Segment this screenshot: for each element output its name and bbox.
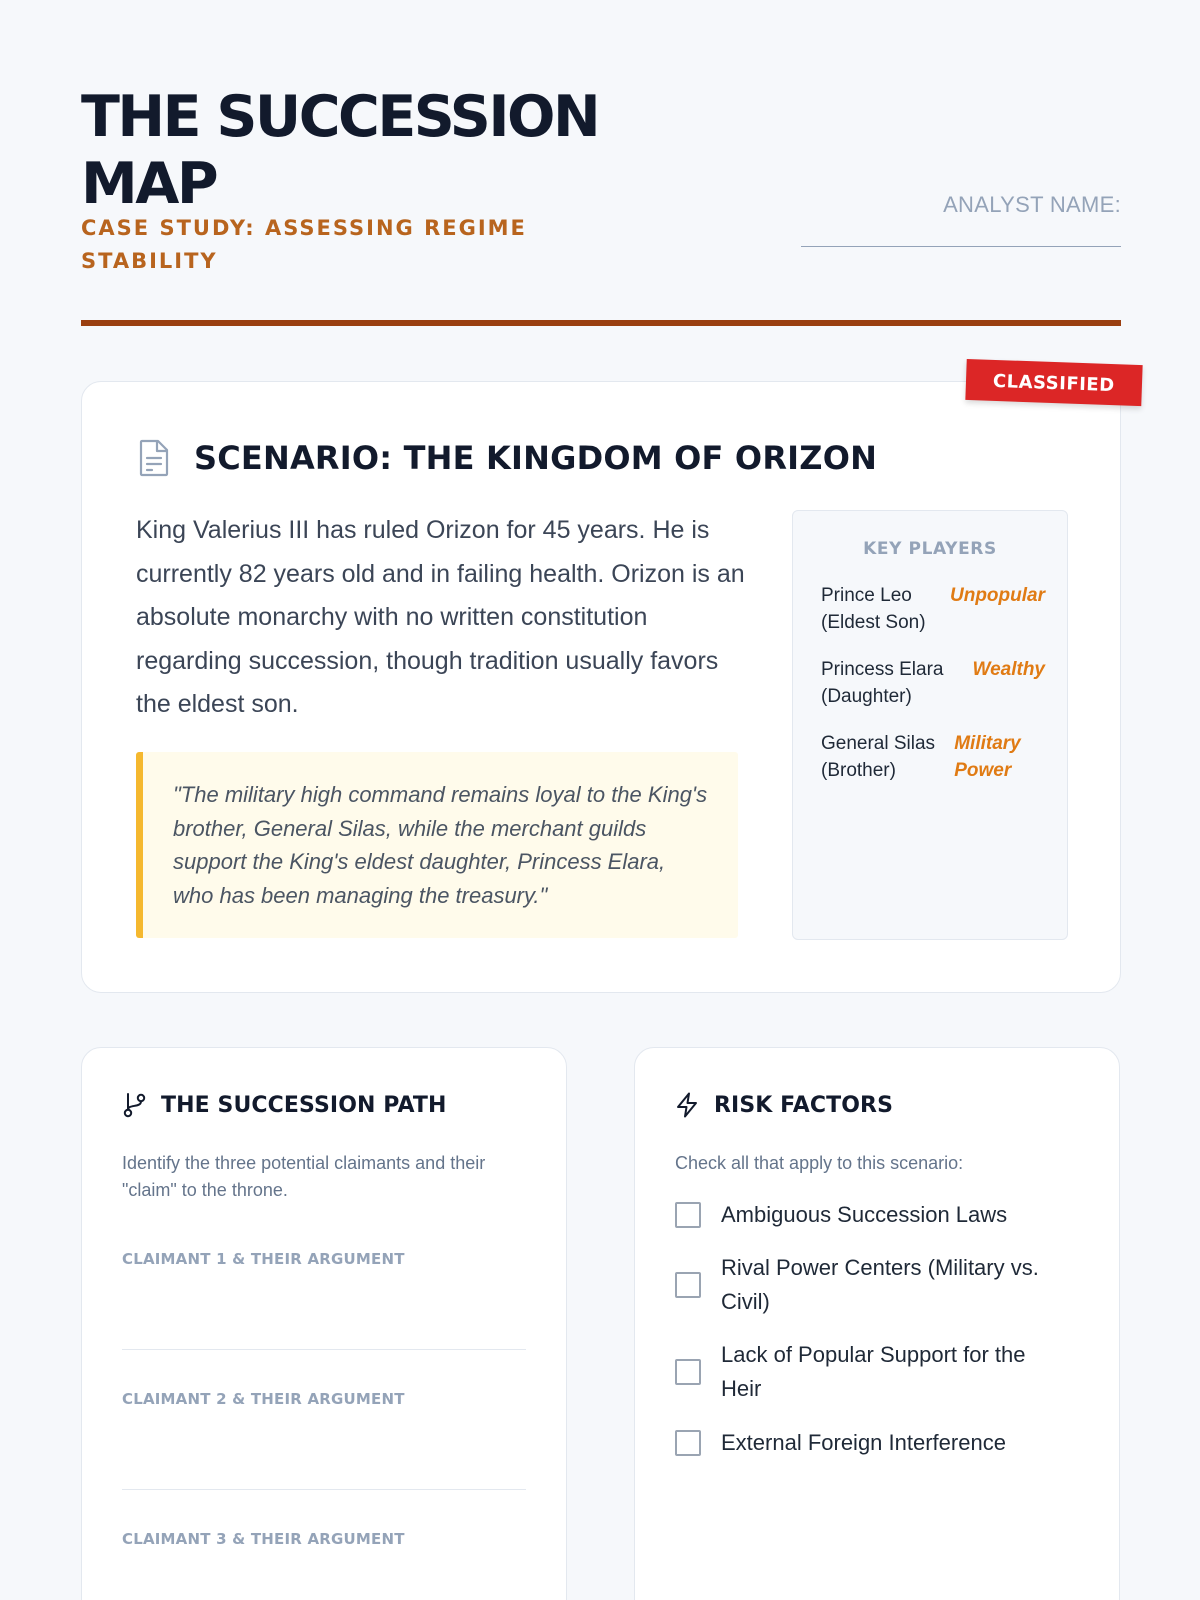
page-title: THE SUCCESSION MAP <box>81 84 599 217</box>
lightning-icon <box>675 1092 699 1118</box>
player-trait: Unpopular <box>950 585 1045 606</box>
player-row <box>821 657 1045 710</box>
risk-option[interactable] <box>675 1251 1075 1318</box>
page-header <box>81 84 1121 329</box>
risk-option[interactable] <box>675 1338 1075 1405</box>
player-trait: Military Power <box>954 733 1021 781</box>
risk-factors-panel <box>634 1047 1120 1600</box>
risk-checkbox[interactable] <box>675 1430 701 1456</box>
claimant-field[interactable] <box>122 1250 526 1350</box>
claimant-field[interactable] <box>122 1390 526 1490</box>
analyst-name-label: ANALYST NAME: <box>943 192 1121 217</box>
risk-factors-header <box>675 1092 893 1118</box>
claimant-label: CLAIMANT 2 & THEIR ARGUMENT <box>122 1390 405 1408</box>
risk-label[interactable]: External Foreign Interference <box>721 1430 1006 1455</box>
risk-factors-description: Check all that apply to this scenario: <box>675 1153 964 1173</box>
scenario-quote: "The military high command remains loyal to the King's brother, General Silas, while the merchant guilds support the King's eldest daughter, Princess Elara, who has been managing the treasury." <box>136 752 738 938</box>
risk-checkbox[interactable] <box>675 1272 701 1298</box>
document-icon <box>138 439 170 477</box>
player-row <box>821 583 1045 636</box>
page-subtitle: CASE STUDY: ASSESSING REGIME STABILITY <box>81 216 527 273</box>
player-name: General Silas (Brother) <box>821 733 936 781</box>
risk-label[interactable]: Ambiguous Succession Laws <box>721 1202 1008 1227</box>
risk-factors-title: RISK FACTORS <box>714 1092 894 1118</box>
scenario-header <box>138 438 877 478</box>
key-players-box <box>792 510 1068 940</box>
risk-option[interactable] <box>675 1198 1075 1232</box>
classified-stamp: CLASSIFIED <box>966 359 1143 406</box>
scenario-title: SCENARIO: THE KINGDOM OF ORIZON <box>194 439 878 477</box>
scenario-card <box>81 370 1121 993</box>
key-players-title: KEY PLAYERS <box>863 539 997 559</box>
player-name: Princess Elara (Daughter) <box>821 659 944 707</box>
analyst-name-line[interactable] <box>801 246 1121 247</box>
player-name: Prince Leo (Eldest Son) <box>821 585 926 633</box>
risk-label[interactable]: Rival Power Centers (Military vs. Civil) <box>721 1255 1039 1314</box>
analyst-name-field[interactable] <box>801 192 1121 247</box>
player-trait: Wealthy <box>972 659 1045 680</box>
succession-path-title: THE SUCCESSION PATH <box>161 1092 447 1118</box>
risk-checkbox[interactable] <box>675 1202 701 1228</box>
risk-checkbox[interactable] <box>675 1359 701 1385</box>
claimant-field[interactable] <box>122 1530 526 1600</box>
claimant-label: CLAIMANT 3 & THEIR ARGUMENT <box>122 1530 405 1548</box>
succession-path-description: Identify the three potential claimants and their "claim" to the throne. <box>122 1153 486 1200</box>
header-divider <box>81 320 1121 326</box>
player-row <box>821 731 1045 784</box>
risk-option[interactable] <box>675 1426 1075 1460</box>
claimant-label: CLAIMANT 1 & THEIR ARGUMENT <box>122 1250 405 1268</box>
succession-path-header <box>122 1092 447 1118</box>
risk-label[interactable]: Lack of Popular Support for the Heir <box>721 1342 1026 1401</box>
branch-icon <box>122 1092 146 1118</box>
scenario-description: King Valerius III has ruled Orizon for 45 years. He is currently 82 years old and in failing health. Orizon is an absolute monarchy with no written constitution regarding succession, though tradition usually favors the eldest son. <box>136 516 745 718</box>
succession-path-panel <box>81 1047 567 1600</box>
